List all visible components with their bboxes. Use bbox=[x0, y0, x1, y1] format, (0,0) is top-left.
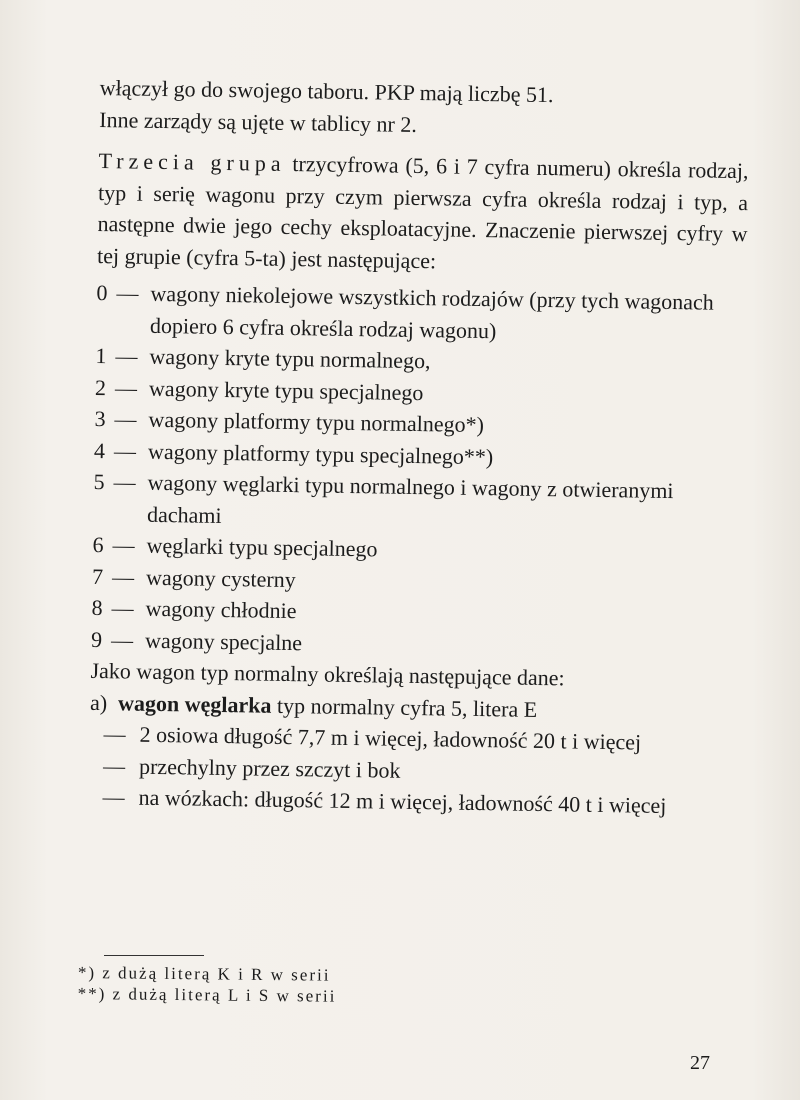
code-dash: — bbox=[116, 280, 139, 306]
intro-line-1: włączył go do swojego taboru. PKP mają liczbę 51. bbox=[99, 74, 554, 108]
code-text: wagony niekolejowe wszystkich rodzajów (przy tych wagonach dopiero 6 cyfra określa rodzaj wagonu) bbox=[149, 280, 714, 343]
code-text: wagony platformy typu specjalnego**) bbox=[147, 438, 494, 469]
code-text: wagony cysterny bbox=[145, 564, 296, 592]
code-text: wagony chłodnie bbox=[145, 595, 297, 624]
code-number: 3 bbox=[94, 405, 106, 432]
footnote-1: *) z dużą literą K i R w serii bbox=[77, 962, 331, 985]
code-dash: — bbox=[115, 343, 138, 369]
code-text: wagony kryte typu normalnego, bbox=[149, 343, 431, 374]
third-group-lead: Trzecia grupa bbox=[98, 147, 286, 176]
sub-list bbox=[88, 718, 739, 823]
code-dash: — bbox=[114, 374, 138, 401]
sub-dash: — bbox=[103, 721, 126, 747]
page-number: 27 bbox=[690, 1052, 710, 1074]
code-dash: — bbox=[111, 563, 135, 590]
third-group-text: trzycyfrowa (5, 6 i 7 cyfra numeru) określa rodzaj, typ i serię wagonu przy czym pierwsza cyfra określa rodzaj i typ, a następne dwie jego cechy eksploatacyjne. Znaczenie pierwszej cyfry w tej grupie (cyfra 5-ta) jest następujące: bbox=[96, 150, 749, 273]
intro-line-2: Inne zarządy są ujęte w tablicy nr 2. bbox=[99, 106, 418, 137]
code-dash: — bbox=[110, 626, 134, 653]
code-dash: — bbox=[113, 469, 136, 495]
footnotes bbox=[78, 962, 498, 1008]
footnote-2: **) z dużą literą L i S w serii bbox=[77, 983, 337, 1006]
item-a-bold: wagon węglarka bbox=[117, 689, 272, 718]
code-dash: — bbox=[111, 595, 134, 621]
code-number: 5 bbox=[93, 468, 105, 495]
code-item bbox=[96, 277, 747, 350]
code-number: 9 bbox=[90, 626, 103, 652]
code-number: 6 bbox=[92, 531, 104, 558]
code-text: wagony kryte typu specjalnego bbox=[148, 375, 424, 405]
code-number: 7 bbox=[91, 563, 104, 589]
code-dash: — bbox=[114, 406, 137, 432]
sub-text: na wózkach: długość 12 m i więcej, ładowność 40 t i więcej bbox=[138, 784, 667, 818]
code-text: wagony węglarki typu normalnego i wagony z otwieranymi dachami bbox=[146, 469, 674, 528]
code-number: 4 bbox=[93, 437, 106, 463]
normal-type-paragraph: Jako wagon typ normalny określają następujące dane: bbox=[90, 657, 565, 691]
code-text: wagony platformy typu normalnego*) bbox=[148, 406, 485, 438]
body-text bbox=[88, 72, 750, 823]
sub-dash: — bbox=[102, 752, 126, 778]
intro-paragraph bbox=[99, 72, 750, 145]
code-number: 2 bbox=[94, 374, 107, 400]
code-number: 0 bbox=[96, 279, 108, 306]
sub-dash: — bbox=[102, 784, 125, 810]
sub-text: przechylny przez szczyt i bok bbox=[138, 753, 401, 783]
code-list bbox=[91, 277, 747, 665]
item-a-rest: typ normalny cyfra 5, litera E bbox=[271, 692, 538, 722]
code-text: wagony specjalne bbox=[144, 627, 303, 655]
code-number: 8 bbox=[91, 594, 103, 621]
code-item bbox=[93, 466, 744, 539]
third-group-paragraph bbox=[97, 145, 749, 281]
code-text: węglarki typu specjalnego bbox=[146, 532, 378, 562]
code-dash: — bbox=[112, 532, 135, 558]
footnote-rule bbox=[104, 955, 204, 956]
code-dash: — bbox=[113, 437, 137, 464]
sub-text: 2 osiowa długość 7,7 m i więcej, ładowność 20 t i więcej bbox=[139, 721, 642, 755]
code-number: 1 bbox=[95, 342, 107, 369]
item-a-marker: a) bbox=[89, 689, 108, 715]
